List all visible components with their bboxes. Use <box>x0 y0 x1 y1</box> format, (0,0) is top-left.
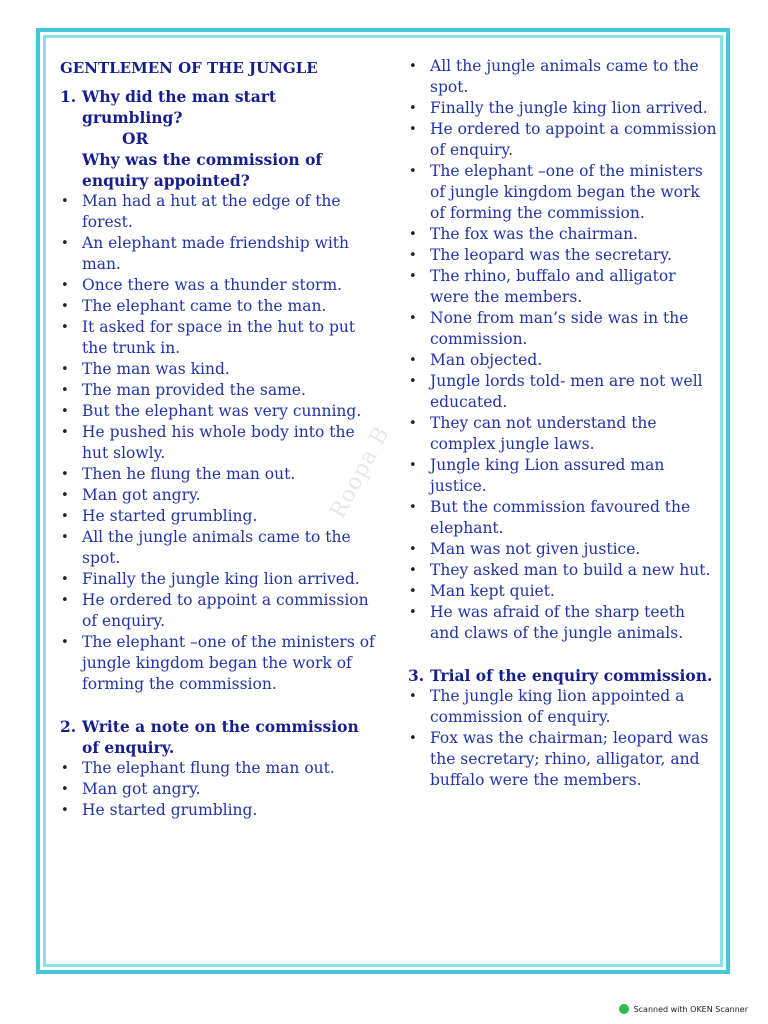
question-3-number: 3. <box>408 666 425 685</box>
list-item: • He started grumbling. <box>58 506 376 527</box>
question-1-number: 1. <box>60 87 77 106</box>
list-item: • All the jungle animals came to the spot. <box>58 527 376 569</box>
right-column <box>406 56 718 791</box>
question-3-answer-list <box>406 686 718 791</box>
scanner-logo-icon <box>619 1004 629 1014</box>
left-column <box>58 56 376 821</box>
list-item: • The fox was the chairman. <box>406 224 718 245</box>
list-item: • Man was not given justice. <box>406 539 718 560</box>
list-item: • Man had a hut at the edge of the forest. <box>58 191 376 233</box>
list-item: • The man provided the same. <box>58 380 376 401</box>
question-1-alt-text: Why was the commission of enquiry appointed? <box>82 150 323 190</box>
list-item: • He started grumbling. <box>58 800 376 821</box>
list-item: • The elephant flung the man out. <box>58 758 376 779</box>
list-item: • Man got angry. <box>58 485 376 506</box>
list-item: • They asked man to build a new hut. <box>406 560 718 581</box>
question-2-text: Write a note on the commission of enquiry. <box>82 717 359 757</box>
question-2-continued-list <box>406 56 718 644</box>
list-item: • The elephant –one of the ministers of jungle kingdom began the work of forming the commission. <box>406 161 718 224</box>
question-1-or: OR <box>122 129 149 148</box>
list-item: • Man objected. <box>406 350 718 371</box>
list-item: • The elephant –one of the ministers of jungle kingdom began the work of forming the commission. <box>58 632 376 695</box>
watermark: Roopa B <box>325 422 395 523</box>
list-item: • The elephant came to the man. <box>58 296 376 317</box>
list-item: • The jungle king lion appointed a commission of enquiry. <box>406 686 718 728</box>
list-item: • The man was kind. <box>58 359 376 380</box>
list-item: • None from man’s side was in the commission. <box>406 308 718 350</box>
question-3 <box>406 665 718 686</box>
list-item: • Fox was the chairman; leopard was the secretary; rhino, alligator, and buffalo were the members. <box>406 728 718 791</box>
question-3-text: Trial of the enquiry commission. <box>430 666 713 685</box>
list-item: • The leopard was the secretary. <box>406 245 718 266</box>
list-item: • All the jungle animals came to the spot. <box>406 56 718 98</box>
question-1 <box>58 86 376 128</box>
list-item: • Man got angry. <box>58 779 376 800</box>
list-item: • He ordered to appoint a commission of enquiry. <box>58 590 376 632</box>
list-item: • An elephant made friendship with man. <box>58 233 376 275</box>
list-item: • He pushed his whole body into the hut slowly. <box>58 422 376 464</box>
question-2-number: 2. <box>60 717 77 736</box>
list-item: • Jungle king Lion assured man justice. <box>406 455 718 497</box>
question-2-answer-list <box>58 758 376 821</box>
list-item: • Once there was a thunder storm. <box>58 275 376 296</box>
list-item: • He was afraid of the sharp teeth and claws of the jungle animals. <box>406 602 718 644</box>
scanner-footer <box>619 1004 748 1014</box>
page-title: GENTLEMEN OF THE JUNGLE <box>60 59 318 77</box>
list-item: • He ordered to appoint a commission of enquiry. <box>406 119 718 161</box>
question-1-text: Why did the man start grumbling? <box>82 87 277 127</box>
list-item: • Then he flung the man out. <box>58 464 376 485</box>
list-item: • Finally the jungle king lion arrived. <box>58 569 376 590</box>
list-item: • But the commission favoured the elephant. <box>406 497 718 539</box>
scanner-text: Scanned with OKEN Scanner <box>633 1004 748 1014</box>
list-item: • Jungle lords told- men are not well educated. <box>406 371 718 413</box>
list-item: • Finally the jungle king lion arrived. <box>406 98 718 119</box>
list-item: • The rhino, buffalo and alligator were the members. <box>406 266 718 308</box>
question-2 <box>58 716 376 758</box>
question-1-answer-list <box>58 191 376 695</box>
list-item: • It asked for space in the hut to put the trunk in. <box>58 317 376 359</box>
list-item: • But the elephant was very cunning. <box>58 401 376 422</box>
list-item: • They can not understand the complex jungle laws. <box>406 413 718 455</box>
list-item: • Man kept quiet. <box>406 581 718 602</box>
